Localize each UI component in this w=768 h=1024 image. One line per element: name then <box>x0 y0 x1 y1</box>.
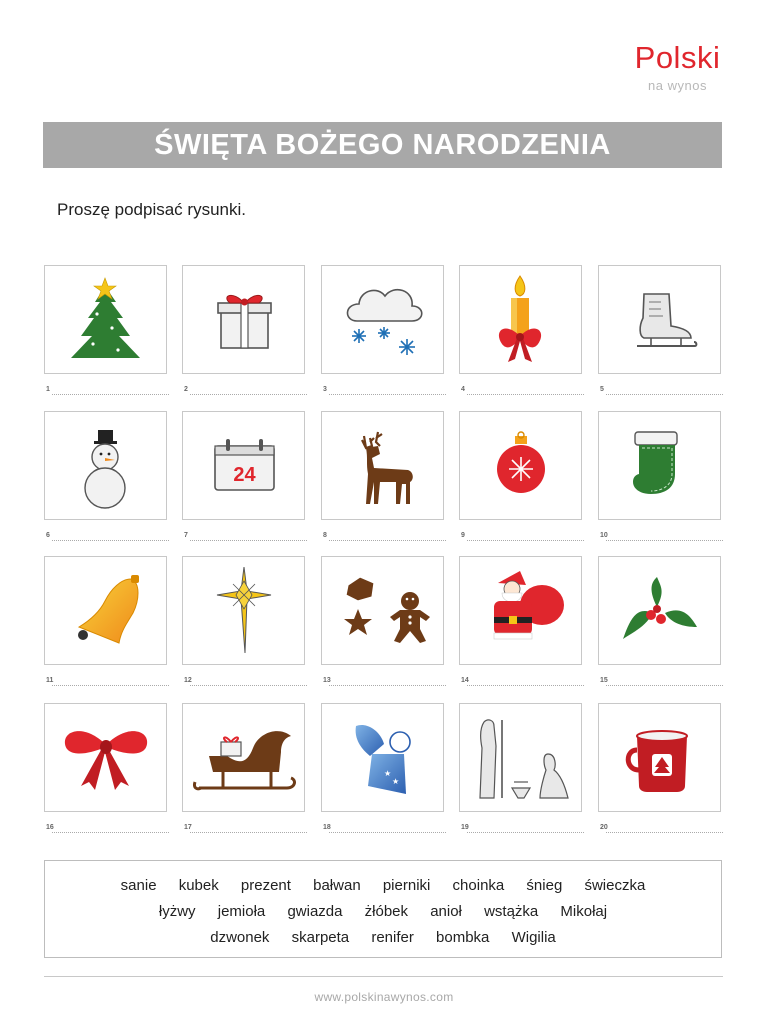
logo-brand: Polski <box>634 40 721 75</box>
picture-number: 18 <box>323 824 331 831</box>
word-bank-row <box>45 877 721 894</box>
logo-subtitle: na wynos <box>648 78 707 93</box>
mistletoe-icon <box>598 556 721 665</box>
word: anioł <box>430 903 462 920</box>
instruction-text: Proszę podpisać rysunki. <box>57 200 246 219</box>
picture-number: 11 <box>46 677 54 684</box>
footer-url[interactable]: www.polskinawynos.com <box>314 990 454 1004</box>
word: bombka <box>436 929 490 946</box>
picture-number: 10 <box>600 532 608 539</box>
picture-number: 1 <box>46 386 50 393</box>
word: wstążka <box>484 903 539 920</box>
answer-line <box>329 394 446 395</box>
picture-number: 19 <box>461 824 469 831</box>
calendar-day: 24 <box>233 464 256 486</box>
bauble-icon <box>459 411 582 520</box>
nativity-icon <box>459 703 582 812</box>
word: sanie <box>120 877 157 894</box>
logo <box>630 42 725 93</box>
gingerbread-icon <box>321 556 444 665</box>
word: choinka <box>452 877 505 894</box>
answer-line <box>467 394 584 395</box>
word-bank-row <box>45 929 721 946</box>
gift-icon <box>182 265 305 374</box>
picture-number: 4 <box>461 386 465 393</box>
picture-number: 17 <box>184 824 192 831</box>
word: śnieg <box>526 877 563 894</box>
answer-line <box>190 540 307 541</box>
page-title: ŚWIĘTA BOŻEGO NARODZENIA <box>43 122 722 168</box>
calendar-icon <box>182 411 305 520</box>
candle-icon <box>459 265 582 374</box>
picture-number: 9 <box>461 532 465 539</box>
picture-number: 7 <box>184 532 188 539</box>
picture-number: 6 <box>46 532 50 539</box>
stocking-icon <box>598 411 721 520</box>
sleigh-icon <box>182 703 305 812</box>
word-bank <box>44 860 722 958</box>
picture-number: 14 <box>461 677 469 684</box>
word: pierniki <box>382 877 431 894</box>
word: Wigilia <box>511 929 556 946</box>
answer-line <box>52 394 169 395</box>
answer-line <box>606 685 723 686</box>
answer-line <box>606 540 723 541</box>
word: jemioła <box>217 903 266 920</box>
footer-divider <box>44 976 723 977</box>
word: prezent <box>240 877 291 894</box>
snow-cloud-icon <box>321 265 444 374</box>
answer-line <box>52 685 169 686</box>
picture-number: 16 <box>46 824 54 831</box>
answer-line <box>606 832 723 833</box>
word: Mikołaj <box>560 903 608 920</box>
picture-number: 13 <box>323 677 331 684</box>
mug-icon <box>598 703 721 812</box>
word: żłóbek <box>364 903 409 920</box>
christmas-tree-icon <box>44 265 167 374</box>
answer-line <box>329 540 446 541</box>
ice-skate-icon <box>598 265 721 374</box>
answer-line <box>467 540 584 541</box>
word-bank-row <box>45 903 721 920</box>
picture-number: 12 <box>184 677 192 684</box>
answer-line <box>329 685 446 686</box>
word: renifer <box>371 929 414 946</box>
svg-text:★: ★ <box>392 777 400 786</box>
word: bałwan <box>313 877 361 894</box>
word: dzwonek <box>210 929 270 946</box>
word: świeczka <box>584 877 646 894</box>
word: łyżwy <box>158 903 196 920</box>
picture-number: 15 <box>600 677 608 684</box>
answer-line <box>329 832 446 833</box>
star-icon <box>182 556 305 665</box>
picture-number: 20 <box>600 824 608 831</box>
answer-line <box>606 394 723 395</box>
answer-line <box>190 685 307 686</box>
picture-number: 2 <box>184 386 188 393</box>
answer-line <box>52 832 169 833</box>
snowman-icon <box>44 411 167 520</box>
reindeer-icon <box>321 411 444 520</box>
answer-line <box>467 685 584 686</box>
santa-icon <box>459 556 582 665</box>
picture-number: 8 <box>323 532 327 539</box>
word: kubek <box>178 877 219 894</box>
picture-number: 3 <box>323 386 327 393</box>
bell-icon <box>44 556 167 665</box>
word: gwiazda <box>287 903 343 920</box>
angel-icon <box>321 703 444 812</box>
svg-text:★: ★ <box>384 769 392 778</box>
word: skarpeta <box>291 929 350 946</box>
picture-number: 5 <box>600 386 604 393</box>
answer-line <box>52 540 169 541</box>
answer-line <box>190 394 307 395</box>
answer-line <box>467 832 584 833</box>
bow-icon <box>44 703 167 812</box>
answer-line <box>190 832 307 833</box>
